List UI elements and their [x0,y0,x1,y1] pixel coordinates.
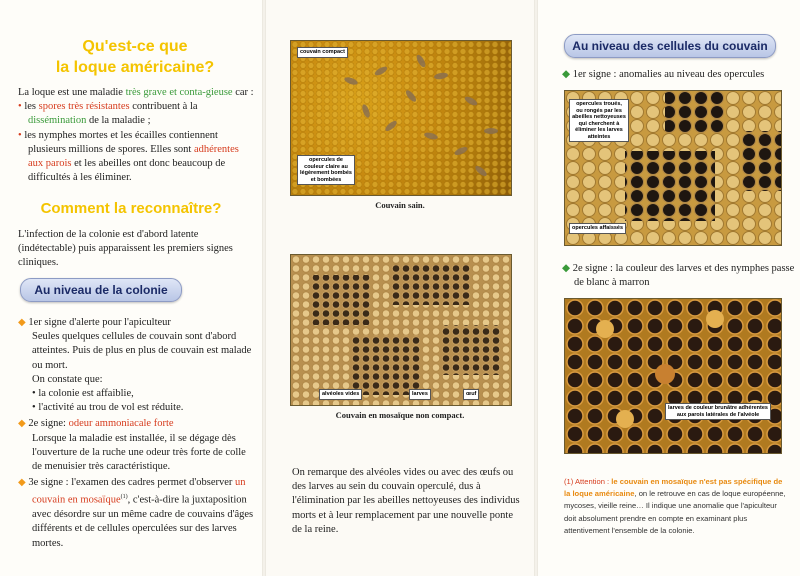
right-panel [538,0,800,576]
tag-opercules: opercules de couleur claire au légèrement bombés et bombées [297,155,355,185]
tag-opercules-affaisses: opercules affaissés [569,223,626,234]
main-title: Qu'est-ce que la loque américaine? [55,38,215,76]
cell-sign-1: ◆ 1er signe : anomalies au niveau des opercules [562,69,765,80]
photo-mosaic-brood [290,254,512,406]
attention-note: (1) Attention : le couvain en mosaïque n'est pas spécifique de la loque américaine, on le retrouve en cas de loque européenne, mycoses, vieille reine… Il indique une anomalie que l'apiculteur doit absolument prendre en compte en examinant plus attentivement l'ensemble de la colonie. [564,477,786,535]
tag-larves: larves [409,389,431,400]
tag-oeuf: œuf [463,389,479,400]
left-panel [0,0,262,576]
section-pill-colonie: Au niveau de la colonie [20,278,182,302]
section-title: Comment la reconnaître? [40,200,222,217]
tag-alveoles-vides: alvéoles vides [319,389,362,400]
caption-mosaic: Couvain en mosaïque non compact. [335,410,465,420]
photo-brown-larvae [564,298,782,454]
photo-healthy-brood [290,40,512,196]
larvae-pattern-svg [565,299,781,453]
signs-list: ◆ 1er signe d'alerte pour l'apiculteur Seules quelques cellules de couvain sont d'abord atteintes. Puis de plus en plus de couvain est malade ou mort. On constate que: • la colonie est affaiblie, • l'activité au trou de vol est réduite. ◆ 2e signe: odeur ammoniacale forte Lorsque la maladie est installée, il se dégage dès l'ouverture de la ruche une odeur très forte de colle de menuisier très caractéristique. ◆ 3e signe : l'examen des cadres permet d'observer un couvain en mosaïque$^{(1)}$, c'est-à-dire la juxtaposition avec désordre sur un même cadre de couvains d'âges différents et de cellules operculées sur des larves mortes. [18,317,254,549]
tag-larves-brunatres: larves de couleur brunâtre adhérentes aux parois latérales de l'alvéole [665,403,771,420]
section-pill-cellules: Au niveau des cellules du couvain [564,34,776,58]
tag-opercules-troues: opercules troués, ou rongés par les abeilles nettoyeuses qui cherchent à éliminer les larves atteintes [569,99,629,142]
intro-text: La loque est une maladie très grave et conta-gieuse car : • les spores très résistantes contribuent à la dissémination de la maladie ; • les nymphes mortes et les écailles contiennent plusieurs millions de spores. Elles sont adhérentes aux parois et les abeilles ont donc beaucoup de difficultés à les éliminer. [18,87,254,184]
mosaic-pattern-svg [291,255,511,405]
infection-text: L'infection de la colonie est d'abord latente (indétectable) puis apparaissent les premiers signes cliniques. [18,229,233,269]
tag-couvain-compact: couvain compact [297,47,348,58]
mosaic-explanation: On remarque des alvéoles vides ou avec des œufs ou des larves au sein du couvain operculé, dus à l'élimination par les abeilles nettoyeuses des individus morts et à leur remplacement par une nouvelle ponte de la reine. [292,467,520,535]
middle-panel [266,0,534,576]
cell-sign-2: ◆ 2e signe : la couleur des larves et des nymphes passe de blanc à marron [562,263,795,289]
caption-healthy: Couvain sain. [375,200,425,210]
photo-cappings [564,90,782,246]
